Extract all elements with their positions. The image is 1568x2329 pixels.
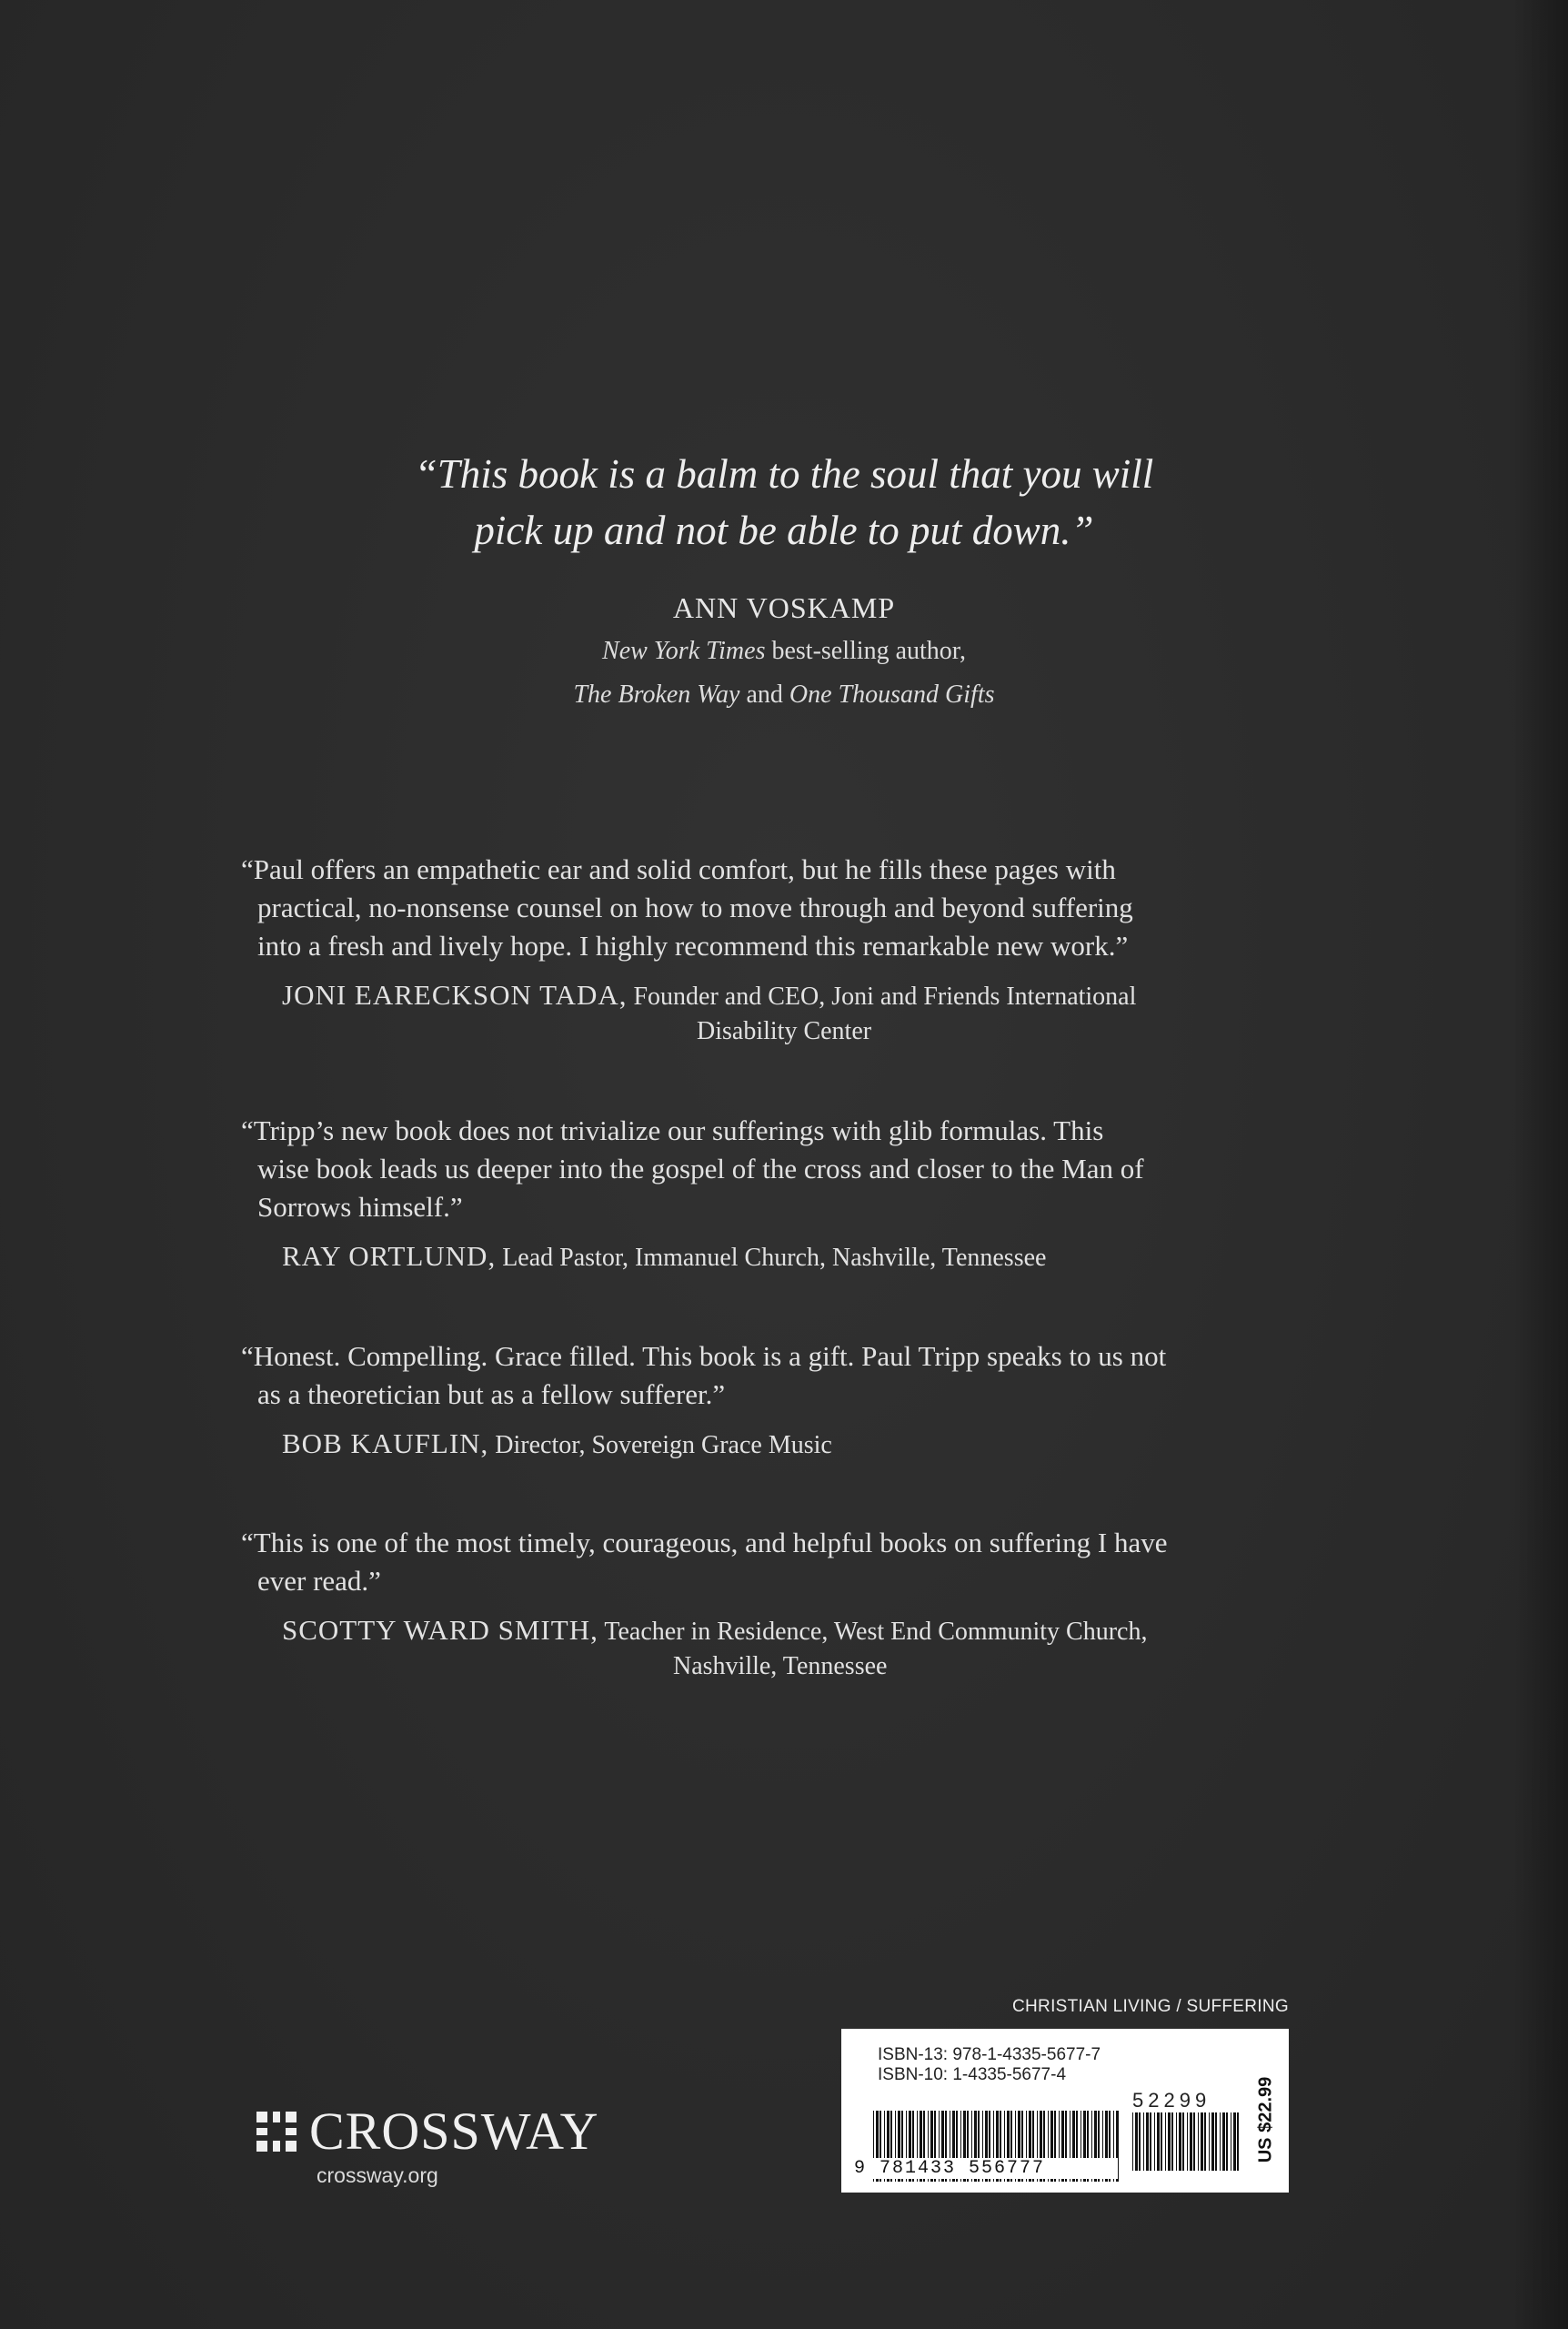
credential-text: and <box>739 681 789 709</box>
endorsement-quote <box>241 1337 1296 1414</box>
endorser-title: Founder and CEO, Joni and Friends International <box>627 983 1137 1011</box>
endorsement-quote <box>241 1524 1296 1600</box>
quote-line: “This is one of the most timely, courageous, and helpful books on suffering I have <box>241 1527 1168 1558</box>
quote-line: “Honest. Compelling. Grace filled. This book is a gift. Paul Tripp speaks to us not <box>241 1340 1167 1372</box>
endorser-name: BOB KAUFLIN, <box>282 1427 489 1459</box>
publisher-name: CROSSWAY <box>309 2102 599 2161</box>
price-code: 52299 <box>1132 2089 1211 2112</box>
featured-author-credential-1 <box>273 637 1295 666</box>
category-label: CHRISTIAN LIVING / SUFFERING <box>1012 1997 1289 2016</box>
edge-shadow <box>1513 0 1568 2329</box>
quote-line: practical, no-nonsense counsel on how to move through and beyond suffering <box>257 892 1133 923</box>
endorser-name: RAY ORTLUND, <box>282 1240 497 1272</box>
endorser-title: Director, Sovereign Grace Music <box>488 1431 832 1459</box>
barcode-addon-bars-icon <box>1132 2112 1241 2171</box>
book-title: One Thousand Gifts <box>789 681 995 709</box>
publisher-url: crossway.org <box>317 2163 438 2187</box>
quote-line: “Paul offers an empathetic ear and solid comfort, but he fills these pages with <box>241 853 1116 885</box>
endorsement <box>241 851 1296 1049</box>
endorser-title: Teacher in Residence, West End Community Church, <box>598 1618 1148 1646</box>
barcode-label <box>841 2029 1289 2193</box>
price-text: US $22.99 <box>1255 2076 1276 2163</box>
endorsement <box>241 1524 1296 1684</box>
isbn-10: ISBN-10: 1-4335-5677-4 <box>878 2065 1067 2084</box>
endorsement <box>241 1112 1296 1275</box>
quote-line: into a fresh and lively hope. I highly recommend this remarkable new work.” <box>257 930 1129 962</box>
featured-author-name: ANN VOSKAMP <box>672 591 896 624</box>
endorser-name: SCOTTY WARD SMITH, <box>282 1614 598 1646</box>
publisher-logo <box>256 2102 599 2161</box>
endorsement-attribution <box>241 1427 1296 1463</box>
credential-text: best-selling author, <box>765 637 966 665</box>
quote-line: Sorrows himself.” <box>257 1191 463 1223</box>
endorsement <box>241 1337 1296 1463</box>
endorsement-quote <box>241 851 1296 965</box>
book-title: The Broken Way <box>573 681 740 709</box>
price <box>1252 2065 1280 2174</box>
barcode-digits: 9 781433 556777 <box>854 2158 1118 2179</box>
quote-line: ever read.” <box>257 1565 381 1597</box>
newspaper-title: New York Times <box>602 637 766 665</box>
endorsement-attribution <box>241 1239 1296 1275</box>
featured-author-credential-2 <box>273 681 1295 710</box>
isbn-13: ISBN-13: 978-1-4335-5677-7 <box>878 2045 1101 2064</box>
endorsement-attribution <box>241 1613 1296 1684</box>
endorser-title: Lead Pastor, Immanuel Church, Nashville, Tennessee <box>496 1244 1047 1272</box>
quote-line: as a theoretician but as a fellow sufferer.” <box>257 1378 726 1410</box>
endorser-title-continued: Disability Center <box>697 1017 872 1045</box>
crossway-mark-icon <box>256 2112 297 2152</box>
quote-line: “Tripp’s new book does not trivialize our sufferings with glib formulas. This <box>241 1114 1104 1146</box>
quote-line: wise book leads us deeper into the gospel of the cross and closer to the Man of <box>257 1153 1144 1185</box>
featured-quote-line: “This book is a balm to the soul that you will <box>414 451 1154 497</box>
featured-quote <box>273 446 1295 559</box>
endorsement-quote <box>241 1112 1296 1226</box>
endorser-title-continued: Nashville, Tennessee <box>673 1652 888 1680</box>
featured-quote-line: pick up and not be able to put down.” <box>474 508 1094 553</box>
endorsement-attribution <box>241 978 1296 1049</box>
endorser-name: JONI EARECKSON TADA, <box>282 979 628 1011</box>
